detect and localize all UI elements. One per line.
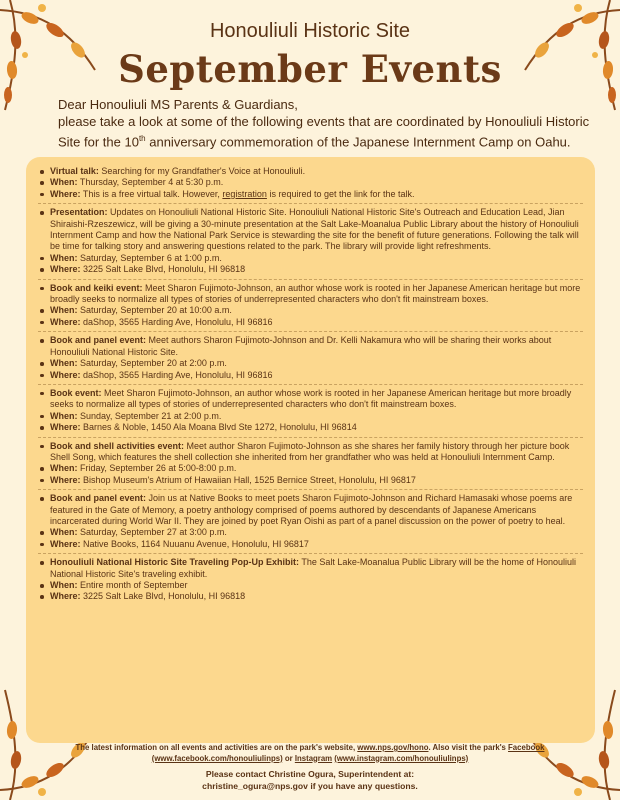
facebook-link[interactable]: Facebook	[508, 743, 545, 752]
event-where: Where: Bishop Museum's Atrium of Hawaiian Hall, 1525 Bernice Street, Honolulu, HI 96817	[38, 475, 583, 486]
event-where: Where: daShop, 3565 Harding Ave, Honolulu, HI 96816	[38, 370, 583, 381]
contact-line-1: Please contact Christine Ogura, Superintendent at:	[205, 769, 415, 779]
event-when: When: Entire month of September	[38, 580, 583, 591]
event-item	[38, 385, 583, 438]
event-title-line: Presentation: Updates on Honouliuli National Historic Site. Honouliuli National Historic Site's Outreach and Education Lead, Jian Shiraishi-Rzeszewicz, will be giving a 30-minute presentation at the Salt Lake-Moanalua Public Library about the history of Honouliuli Internment Camp and how the National Park Service is stewarding the site for the benefit of future generations. Following the talk will be time for talking story and answering questions related to the park. The library will provide light refreshments.	[38, 207, 583, 253]
event-item	[38, 438, 583, 491]
event-where: Where: daShop, 3565 Harding Ave, Honolulu, HI 96816	[38, 317, 583, 328]
event-item	[38, 490, 583, 554]
event-title-line: Book and keiki event: Meet Sharon Fujimoto-Johnson, an author whose work is rooted in her Japanese American heritage but more broadly seeks to normalize all types of stories of underrepresented characters who don't fit mainstream boxes.	[38, 283, 583, 306]
intro-paragraph: please take a look at some of the following events that are coordinated by Honouliuli Historic Site for the 10th anniversary commemoration of the Japanese Internment Camp on Oahu.	[58, 114, 590, 150]
greeting: Dear Honouliuli MS Parents & Guardians,	[58, 97, 298, 112]
event-where: Where: Barnes & Noble, 1450 Ala Moana Blvd Ste 1272, Honolulu, HI 96814	[38, 422, 583, 433]
event-where: Where: Native Books, 1164 Nuuanu Avenue, Honolulu, HI 96817	[38, 539, 583, 550]
site-title: Honouliuli Historic Site	[209, 20, 411, 42]
registration-link[interactable]: registration	[222, 188, 267, 199]
footer-note: The latest information on all events and activities are on the park's website, www.nps.gov/hono. Also visit the park's Facebook (www.facebook.com/honouliulinps) or Instagram (www.instagram.com/honouliulinps)	[75, 743, 545, 763]
event-when: When: Saturday, September 6 at 1:00 p.m.	[38, 253, 583, 264]
event-when: When: Saturday, September 20 at 2:00 p.m.	[38, 358, 583, 369]
event-item	[38, 554, 583, 606]
event-when: When: Thursday, September 4 at 5:30 p.m.	[38, 177, 583, 188]
event-when: When: Saturday, September 20 at 10:00 a.m.	[38, 305, 583, 316]
instagram-url-link[interactable]: (www.instagram.com/honouliulinps)	[334, 753, 469, 763]
event-when: When: Sunday, September 21 at 2:00 p.m.	[38, 411, 583, 422]
instagram-link[interactable]: Instagram	[294, 753, 333, 763]
event-title-line: Book and panel event: Join us at Native Books to meet poets Sharon Fujimoto-Johnson and Richard Hamasaki whose poems are featured in the Gate of Memory, a poetry anthology comprised of poems authored by descendants of Japanese Americans incarcerated during World War II. They are joined by poet Ryan Oishi as part of a panel discussion on the power of poetry to heal.	[38, 493, 583, 527]
events-panel	[26, 157, 595, 743]
event-title-line: Virtual talk: Searching for my Grandfather's Voice at Honouliuli.	[38, 166, 583, 177]
contact-line-2: christine_ogura@nps.gov if you have any questions.	[202, 780, 418, 791]
facebook-url-link[interactable]: (www.facebook.com/honouliulinps)	[151, 753, 283, 763]
event-where: Where: This is a free virtual talk. However, registration is required to get the link for the talk.	[38, 189, 583, 200]
event-title-line: Book event: Meet Sharon Fujimoto-Johnson, an author whose work is rooted in her Japanese American heritage but more broadly seeks to normalize all types of stories of underrepresented characters who don't fit mainstream boxes.	[38, 388, 583, 411]
event-where: Where: 3225 Salt Lake Blvd, Honolulu, HI 96818	[38, 591, 583, 602]
event-title-line: Book and panel event: Meet authors Sharon Fujimoto-Johnson and Dr. Kelli Nakamura who will be sharing their works about Honouliuli National Historic Site.	[38, 335, 583, 358]
website-link[interactable]: www.nps.gov/hono	[357, 743, 429, 752]
intro-text	[58, 96, 590, 150]
event-title-line: Honouliuli National Historic Site Traveling Pop-Up Exhibit: The Salt Lake-Moanalua Public Library will be the home of Honouliuli National Historic Site's traveling exhibit.	[38, 557, 583, 580]
event-item	[38, 332, 583, 385]
event-item	[38, 204, 583, 279]
event-item	[38, 280, 583, 333]
event-title-line: Book and shell activities event: Meet author Sharon Fujimoto-Johnson as she shares her family history through her picture book Shell Song, which features the shell collection she inherited from her grandfather who was held at Honouliuli Internment Camp.	[38, 441, 583, 464]
event-when: When: Saturday, September 27 at 3:00 p.m.	[38, 527, 583, 538]
event-item	[38, 163, 583, 204]
event-when: When: Friday, September 26 at 5:00-8:00 p.m.	[38, 463, 583, 474]
event-title: September Events	[118, 47, 502, 91]
contact-info	[80, 769, 540, 792]
flyer-header	[0, 20, 620, 91]
event-where: Where: 3225 Salt Lake Blvd, Honolulu, HI 96818	[38, 264, 583, 275]
